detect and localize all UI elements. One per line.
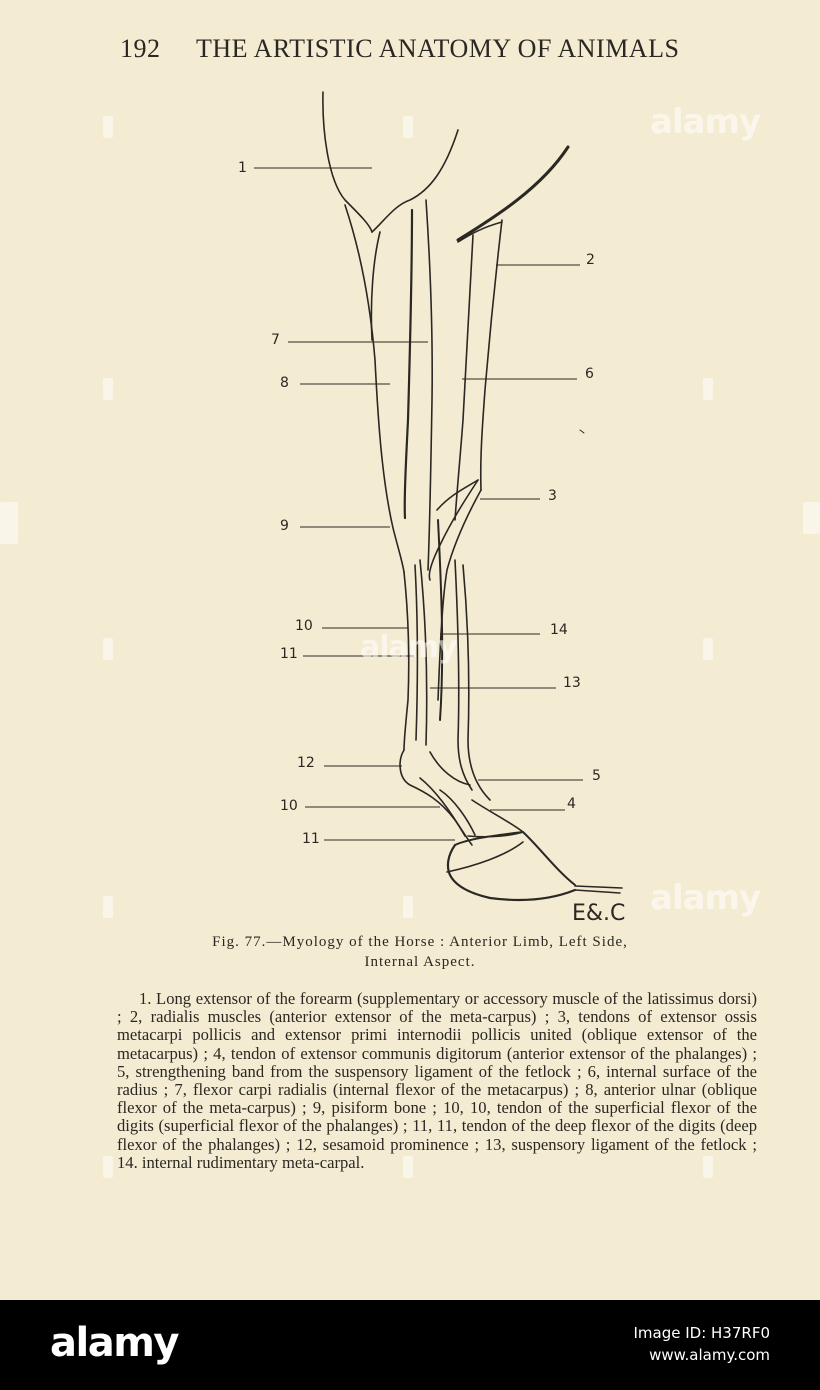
caption-line-1: Fig. 77.—Myology of the Horse : Anterior Limb, Left Side,	[212, 934, 628, 950]
site-url: www.alamy.com	[649, 1346, 770, 1364]
page-number: 192	[120, 34, 161, 63]
caption-line-2: Internal Aspect.	[364, 954, 476, 970]
figure-label-11-lower: 11	[302, 831, 320, 847]
running-head	[120, 34, 720, 64]
watermark-center: alamy	[360, 630, 457, 665]
stock-footer-bar	[0, 1300, 820, 1390]
figure-label-7: 7	[271, 332, 280, 348]
watermark-dot	[103, 638, 113, 660]
watermark-dot	[0, 502, 18, 544]
leader-lines	[254, 168, 583, 840]
figure-label-8: 8	[280, 375, 289, 391]
watermark-dot	[803, 502, 820, 534]
watermark-dot	[103, 1156, 113, 1178]
figure-label-11-upper: 11	[280, 646, 298, 662]
footer-brand-logo: alamy	[50, 1320, 178, 1366]
figure-label-1: 1	[238, 160, 247, 176]
legend-paragraph: 1. Long extensor of the forearm (supplementary or accessory muscle of the latissimus dorsi) ; 2, radialis muscles (anterior extensor of the meta-carpus) ; 3, tendons of extensor ossis metacarpi pollicis and extensor primi internodii pollicis united (oblique extensor of the metacarpus) ; 4, tendon of extensor communis digitorum (anterior extensor of the phalanges) ; 5, strengthening band from the suspensory ligament of the fetlock ; 6, internal surface of the radius ; 7, flexor carpi radialis (internal flexor of the metacarpus) ; 8, anterior ulnar (oblique flexor of the meta-carpus) ; 9, pisiform bone ; 10, 10, tendon of the superficial flexor of the digits (superficial flexor of the phalanges) ; 11, 11, tendon of the deep flexor of the digits (deep flexor of the phalanges) ; 12, sesamoid prominence ; 13, suspensory ligament of the fetlock ; 14. internal rudimentary meta-carpal.	[117, 989, 757, 1172]
artist-signature: E&.C	[572, 901, 626, 926]
footer-info	[633, 1322, 770, 1366]
watermark-top-right: alamy	[650, 102, 761, 142]
watermark-dot	[703, 1156, 713, 1178]
figure-label-10-lower: 10	[280, 798, 298, 814]
watermark-dot	[103, 116, 113, 138]
figure-label-3: 3	[548, 488, 557, 504]
watermark-dot	[103, 378, 113, 400]
figure-label-6: 6	[585, 366, 594, 382]
figure-label-2: 2	[586, 252, 595, 268]
book-title: THE ARTISTIC ANATOMY OF ANIMALS	[196, 34, 680, 63]
watermark-dot	[703, 638, 713, 660]
limb-outline	[323, 92, 622, 900]
watermark-bottom-right: alamy	[650, 878, 761, 918]
image-id: Image ID: H37RF0	[633, 1324, 770, 1342]
figure-label-9: 9	[280, 518, 289, 534]
figure-label-4: 4	[567, 796, 576, 812]
figure-label-10-upper: 10	[295, 618, 313, 634]
watermark-dot	[403, 1156, 413, 1178]
figure-label-12: 12	[297, 755, 315, 771]
watermark-dot	[403, 116, 413, 138]
watermark-dot	[103, 896, 113, 918]
watermark-dot	[403, 896, 413, 918]
figure-label-14: 14	[550, 622, 568, 638]
watermark-dot	[703, 378, 713, 400]
anatomy-figure	[0, 80, 820, 940]
figure-caption	[100, 932, 740, 972]
figure-label-13: 13	[563, 675, 581, 691]
figure-label-5: 5	[592, 768, 601, 784]
